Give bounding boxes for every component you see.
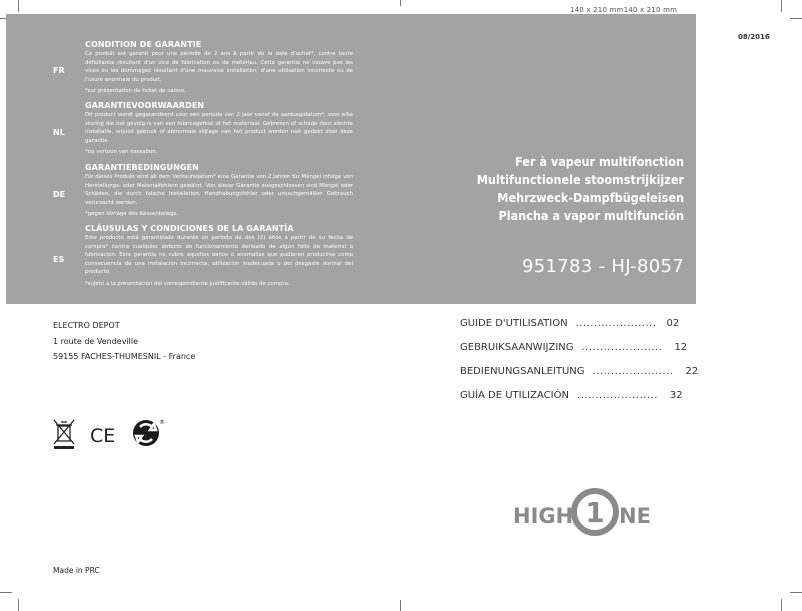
guide-entry-es[interactable] <box>460 390 698 414</box>
guide-leader-dots: ...................... <box>576 390 658 401</box>
crop-mark <box>400 600 401 611</box>
company-address <box>53 318 195 365</box>
address-line: 59155 FACHES-THUMESNIL - France <box>53 352 196 361</box>
guide-page: 22 <box>685 366 699 377</box>
logo-text-high: HIGH <box>513 504 574 528</box>
crop-mark <box>790 18 802 19</box>
product-title-de: Mehrzweck-Dampfbügeleisen <box>497 190 684 205</box>
guide-entry-fr[interactable] <box>460 318 698 342</box>
warranty-block-es <box>85 224 353 288</box>
warranty-heading: GARANTIEBEDINGUNGEN <box>85 163 199 172</box>
guide-page: 12 <box>674 342 688 353</box>
warranty-text: Ce produit est garanti pour une période de 2 ans à partir de la date d'achat*, contre toute défaillance résultant d'un vice de fabrication ou de matériau. Cette garantie ne couvre pas les vices ou les dommages résultant d'une mauvaise installation, d'une utilisation incorrecte ou de l'usure anormale du produit. <box>85 51 353 83</box>
weee-crossed-bin-icon <box>54 420 74 449</box>
guide-label: GUIDE D'UTILISATION <box>460 318 568 329</box>
print-date: 08/2016 <box>738 33 770 41</box>
guide-entry-nl[interactable] <box>460 342 698 366</box>
crop-mark <box>790 592 802 593</box>
crop-mark <box>18 0 19 12</box>
ce-mark-icon: CE <box>90 425 116 447</box>
product-titles <box>477 153 684 225</box>
warranty-text: Dit product wordt gegarandeerd voor een periode van 2 jaar vanaf de aankoopdatum*, voor elke storing die het gevolg is van een fabricagefout of het materiaal. Gebreken of schade door slechte installatie, onjuist gebruik of abnormale slijtage van het product worden niet gedekt door deze garantie. <box>85 112 353 144</box>
warranty-note: *gegen Vorlage des Kassenbelegs. <box>85 211 179 218</box>
address-line: ELECTRO DEPOT <box>53 321 120 330</box>
lang-code-de: DE <box>53 190 66 199</box>
model-number: 951783 - HJ-8057 <box>522 256 684 277</box>
guide-leader-dots: ...................... <box>592 366 674 377</box>
guide-index <box>460 318 698 414</box>
guide-label: GEBRUIKSAANWIJZING <box>460 342 574 353</box>
crop-mark <box>0 592 12 593</box>
print-size-note: 140 x 210 mm140 x 210 mm <box>570 6 678 14</box>
made-in-label: Made in PRC <box>53 566 100 575</box>
warranty-note: *sur présentation du ticket de caisse. <box>85 88 186 95</box>
warranty-text: Für dieses Produkt wird ab dem Verkaufsdatum* eine Garantie von 2 Jahren für Mängel infolge von Herstellungs- oder Materialfehlern gewährt. Von dieser Garantie ausgeschlossen sind Mängel oder Schäden, die durch falsche Installation, Handhabungsfehler oder unsachgemäßen Gebrauch verursacht werden. <box>85 174 353 206</box>
warranty-heading: GARANTIEVOORWAARDEN <box>85 101 205 110</box>
guide-leader-dots: ...................... <box>575 318 657 329</box>
warranty-note: *sujeto a la presentación del correspondiente justificante válido de compra. <box>85 280 290 287</box>
lang-code-fr: FR <box>53 66 65 75</box>
lang-code-es: ES <box>53 255 65 264</box>
logo-text-ne: NE <box>619 504 651 528</box>
product-title-nl: Multifunctionele stoomstrijkijzer <box>476 172 684 187</box>
highone-logo <box>513 485 673 541</box>
logo-text-one: 1 <box>585 496 605 529</box>
address-line: 1 route de Vendeville <box>53 336 139 346</box>
warranty-heading: CONDITION DE GARANTIE <box>85 40 202 49</box>
warranty-heading: CLÁUSULAS Y CONDICIONES DE LA GARANTÍA <box>85 224 294 233</box>
crop-mark <box>400 0 401 6</box>
green-dot-icon <box>133 420 159 446</box>
crop-mark <box>18 599 19 611</box>
guide-leader-dots: ...................... <box>581 342 663 353</box>
guide-page: 02 <box>666 318 680 329</box>
crop-mark <box>781 0 782 12</box>
warranty-block-fr <box>85 40 353 95</box>
guide-label: GUÍA DE UTILIZACIÓN <box>460 390 569 401</box>
warranty-text: Este producto está garantizado durante un periodo de dos (2) años a partir de su fecha de compra* contra cualquier defecto de funcionamiento derivado de algún fallo de material o fabricación. Esta garantía no cubre aquellos daños o anomalías que pudieran producirse como consecuencia de una instalación incorrecta, utilización inadecuada o del desgaste normal del producto. <box>85 235 353 276</box>
guide-label: BEDIENUNGSANLEITUNG <box>460 366 585 377</box>
registered-mark: ® <box>159 419 165 426</box>
guide-entry-de[interactable] <box>460 366 698 390</box>
lang-code-nl: NL <box>53 128 65 137</box>
product-title-es: Plancha a vapor multifunción <box>498 208 684 223</box>
warranty-block-de <box>85 163 353 218</box>
compliance-icons <box>52 416 172 450</box>
guide-page: 32 <box>669 390 683 401</box>
warranty-note: *op vertoon van kassabon. <box>85 149 158 156</box>
crop-mark <box>781 599 782 611</box>
product-title-fr: Fer à vapeur multifonction <box>515 154 684 169</box>
warranty-block-nl <box>85 101 353 156</box>
